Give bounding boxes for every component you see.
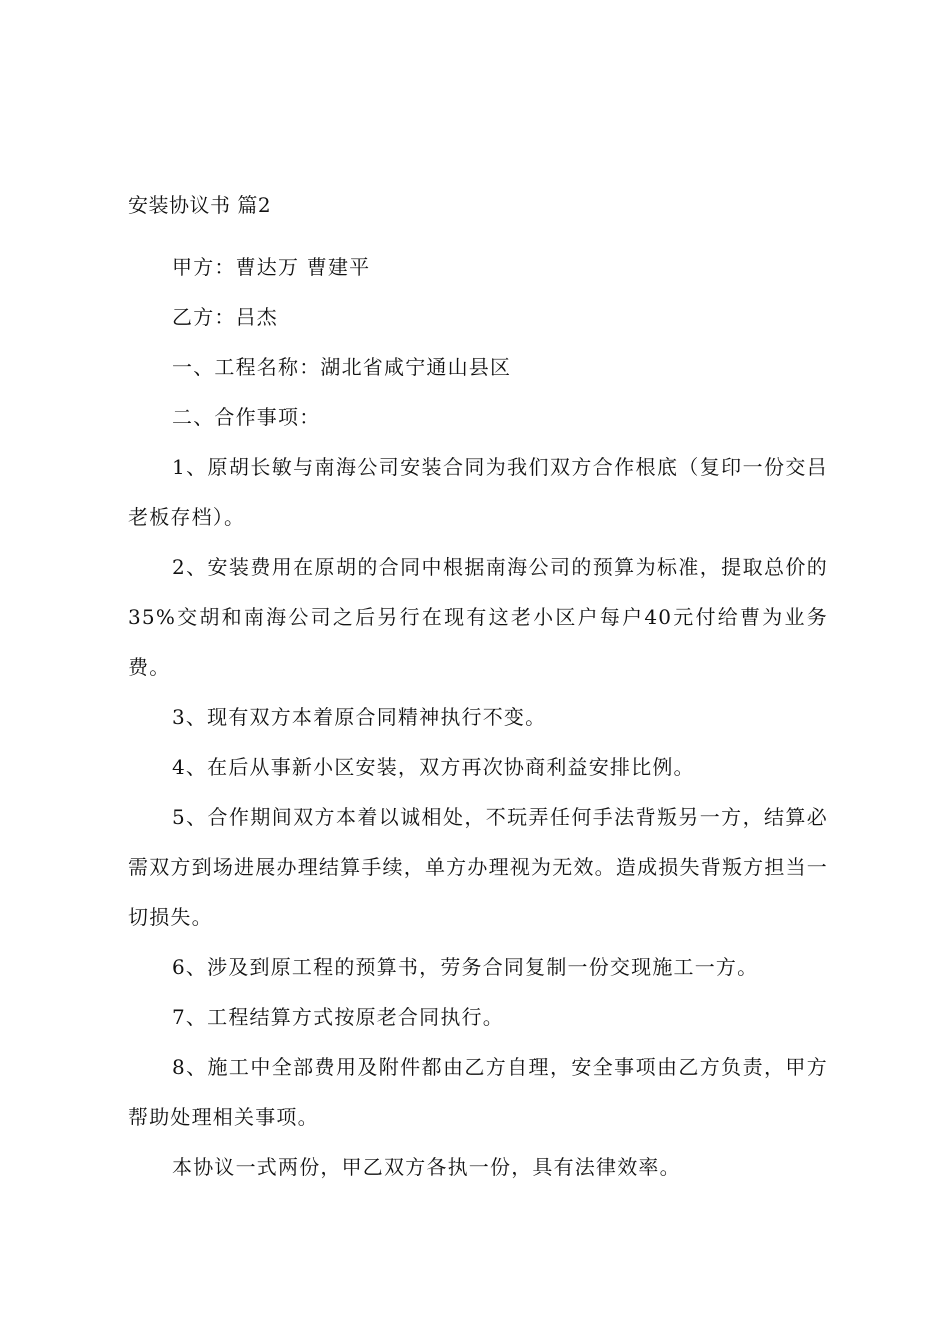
- clause-2: 2、安装费用在原胡的合同中根据南海公司的预算为标准，提取总价的35%交胡和南海公司之后另行在现有这老小区户每户40元付给曹为业务费。: [128, 555, 828, 679]
- project-name-line: 一、工程名称：湖北省咸宁通山县区: [172, 355, 512, 379]
- party-b-line: 乙方：吕杰: [172, 305, 278, 329]
- clause-1: 1、原胡长敏与南海公司安装合同为我们双方合作根底（复印一份交吕老板存档）。: [128, 455, 828, 529]
- document-body: [128, 192, 828, 1192]
- clause-5: 5、合作期间双方本着以诚相处，不玩弄任何手法背叛另一方，结算必需双方到场进展办理结算手续，单方办理视为无效。造成损失背叛方担当一切损失。: [128, 805, 828, 929]
- cooperation-heading: 二、合作事项：: [172, 405, 321, 429]
- clause-4: 4、在后从事新小区安装，双方再次协商利益安排比例。: [172, 755, 695, 779]
- clause-8: 8、施工中全部费用及附件都由乙方自理，安全事项由乙方负责，甲方帮助处理相关事项。: [128, 1055, 828, 1129]
- clause-3: 3、现有双方本着原合同精神执行不变。: [172, 705, 547, 729]
- clause-7: 7、工程结算方式按原老合同执行。: [172, 1005, 504, 1029]
- clause-6: 6、涉及到原工程的预算书，劳务合同复制一份交现施工一方。: [172, 955, 759, 979]
- closing-statement: 本协议一式两份，甲乙双方各执一份，具有法律效率。: [172, 1155, 681, 1179]
- document-title: 安装协议书 篇2: [128, 193, 272, 217]
- party-a-line: 甲方：曹达万 曹建平: [172, 255, 371, 279]
